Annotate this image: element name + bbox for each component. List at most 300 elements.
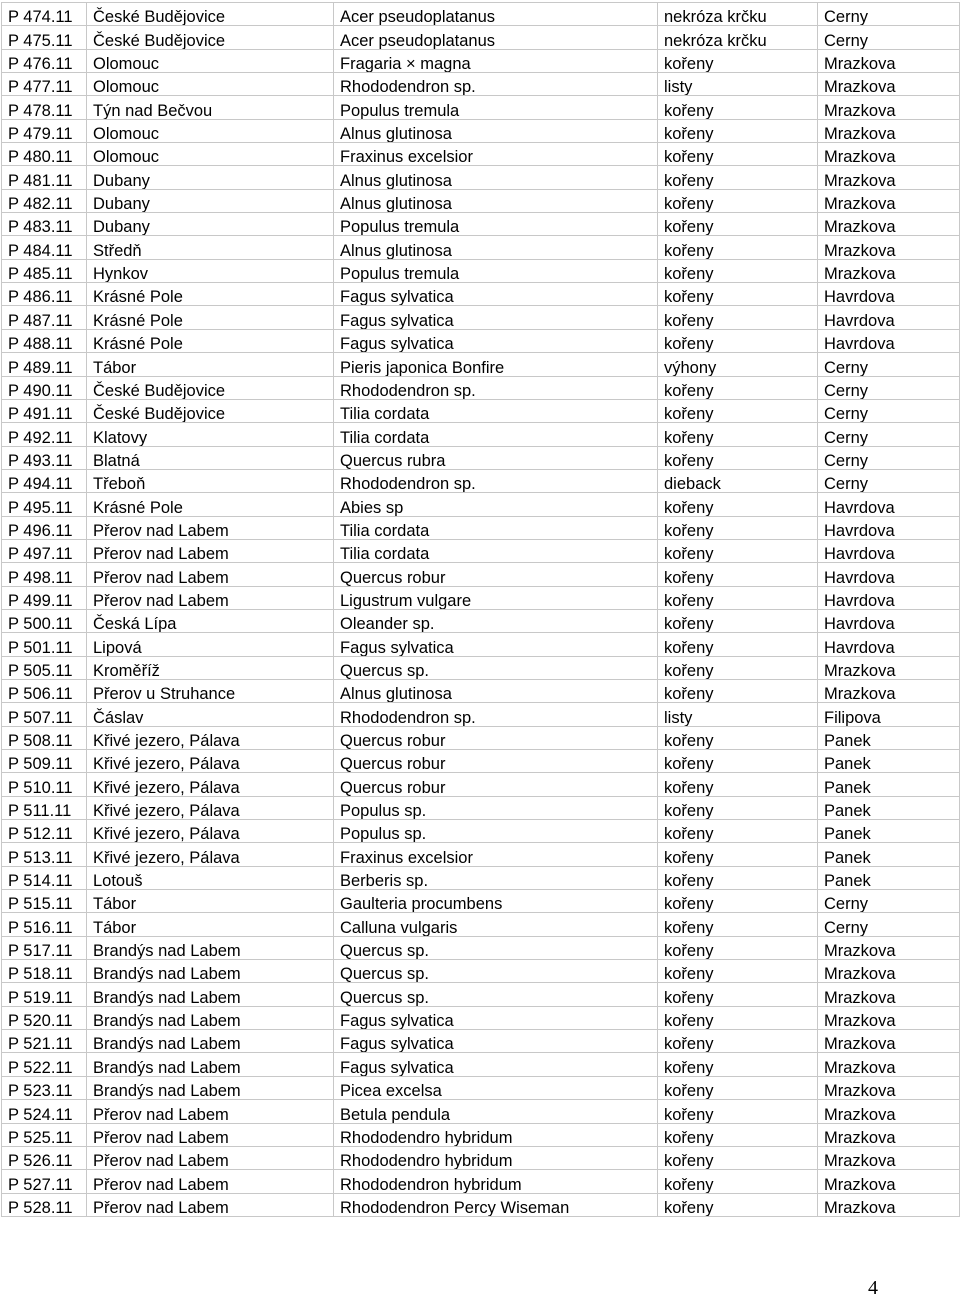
symptom-cell: kořeny [658,1193,818,1216]
symptom-cell: kořeny [658,586,818,609]
location-cell: Křivé jezero, Pálava [87,750,334,773]
location-cell: Přerov nad Labem [87,539,334,562]
symptom-cell: kořeny [658,1030,818,1053]
table-row [2,796,960,819]
location-cell: Čáslav [87,703,334,726]
location-cell: Přerov nad Labem [87,1123,334,1146]
symptom-cell: kořeny [658,446,818,469]
sample-id-cell: P 519.11 [2,983,87,1006]
symptom-cell: kořeny [658,1146,818,1169]
analyst-cell: Panek [818,866,960,889]
table-row [2,750,960,773]
host-plant-cell: Alnus glutinosa [334,236,658,259]
analyst-cell: Mrazkova [818,213,960,236]
symptom-cell: kořeny [658,820,818,843]
symptom-cell: kořeny [658,1006,818,1029]
analyst-cell: Mrazkova [818,1100,960,1123]
location-cell: Dubany [87,166,334,189]
sample-id-cell: P 527.11 [2,1170,87,1193]
symptom-cell: listy [658,73,818,96]
analyst-cell: Havrdova [818,586,960,609]
sample-id-cell: P 491.11 [2,399,87,422]
location-cell: Kroměříž [87,656,334,679]
sample-id-cell: P 521.11 [2,1030,87,1053]
analyst-cell: Cerny [818,3,960,26]
symptom-cell: kořeny [658,726,818,749]
host-plant-cell: Acer pseudoplatanus [334,26,658,49]
symptom-cell: nekróza krčku [658,26,818,49]
sample-id-cell: P 508.11 [2,726,87,749]
location-cell: Olomouc [87,143,334,166]
host-plant-cell: Quercus sp. [334,656,658,679]
symptom-cell: kořeny [658,773,818,796]
host-plant-cell: Fagus sylvatica [334,283,658,306]
host-plant-cell: Rhododendron sp. [334,469,658,492]
host-plant-cell: Alnus glutinosa [334,189,658,212]
analyst-cell: Havrdova [818,516,960,539]
sample-id-cell: P 488.11 [2,329,87,352]
table-row [2,563,960,586]
host-plant-cell: Betula pendula [334,1100,658,1123]
location-cell: Přerov nad Labem [87,563,334,586]
analyst-cell: Panek [818,843,960,866]
symptom-cell: kořeny [658,399,818,422]
location-cell: Přerov nad Labem [87,1146,334,1169]
table-row [2,143,960,166]
sample-id-cell: P 526.11 [2,1146,87,1169]
analyst-cell: Cerny [818,469,960,492]
symptom-cell: kořeny [658,1053,818,1076]
location-cell: České Budějovice [87,399,334,422]
analyst-cell: Havrdova [818,563,960,586]
analyst-cell: Cerny [818,376,960,399]
table-row [2,306,960,329]
table-row [2,936,960,959]
host-plant-cell: Tilia cordata [334,539,658,562]
location-cell: Středň [87,236,334,259]
table-row [2,166,960,189]
location-cell: Krásné Pole [87,306,334,329]
location-cell: České Budějovice [87,376,334,399]
location-cell: Krásné Pole [87,329,334,352]
table-row [2,609,960,632]
analyst-cell: Cerny [818,399,960,422]
host-plant-cell: Alnus glutinosa [334,166,658,189]
location-cell: Klatovy [87,423,334,446]
symptom-cell: kořeny [658,236,818,259]
samples-table [1,2,960,1217]
symptom-cell: kořeny [658,843,818,866]
symptom-cell: kořeny [658,960,818,983]
table-row [2,73,960,96]
table-row [2,726,960,749]
host-plant-cell: Quercus robur [334,773,658,796]
analyst-cell: Cerny [818,353,960,376]
analyst-cell: Panek [818,820,960,843]
location-cell: Olomouc [87,49,334,72]
symptom-cell: kořeny [658,329,818,352]
host-plant-cell: Quercus sp. [334,936,658,959]
location-cell: Přerov nad Labem [87,516,334,539]
host-plant-cell: Fraxinus excelsior [334,843,658,866]
location-cell: Brandýs nad Labem [87,1006,334,1029]
table-row [2,283,960,306]
analyst-cell: Mrazkova [818,1123,960,1146]
analyst-cell: Mrazkova [818,1030,960,1053]
location-cell: Brandýs nad Labem [87,1053,334,1076]
location-cell: Křivé jezero, Pálava [87,820,334,843]
symptom-cell: kořeny [658,376,818,399]
table-row [2,353,960,376]
sample-id-cell: P 475.11 [2,26,87,49]
symptom-cell: kořeny [658,633,818,656]
symptom-cell: kořeny [658,493,818,516]
analyst-cell: Panek [818,796,960,819]
analyst-cell: Mrazkova [818,49,960,72]
symptom-cell: dieback [658,469,818,492]
host-plant-cell: Rhododendro hybridum [334,1146,658,1169]
sample-id-cell: P 479.11 [2,119,87,142]
host-plant-cell: Quercus robur [334,750,658,773]
location-cell: Brandýs nad Labem [87,1030,334,1053]
analyst-cell: Mrazkova [818,1006,960,1029]
sample-id-cell: P 495.11 [2,493,87,516]
analyst-cell: Cerny [818,890,960,913]
host-plant-cell: Fagus sylvatica [334,633,658,656]
symptom-cell: kořeny [658,516,818,539]
analyst-cell: Mrazkova [818,983,960,1006]
table-row [2,1146,960,1169]
analyst-cell: Havrdova [818,306,960,329]
location-cell: Přerov nad Labem [87,1193,334,1216]
host-plant-cell: Rhododendron Percy Wiseman [334,1193,658,1216]
table-row [2,633,960,656]
sample-id-cell: P 481.11 [2,166,87,189]
location-cell: Olomouc [87,73,334,96]
host-plant-cell: Tilia cordata [334,423,658,446]
symptom-cell: kořeny [658,750,818,773]
symptom-cell: kořeny [658,119,818,142]
sample-id-cell: P 477.11 [2,73,87,96]
sample-id-cell: P 486.11 [2,283,87,306]
sample-id-cell: P 524.11 [2,1100,87,1123]
location-cell: Hynkov [87,259,334,282]
location-cell: Blatná [87,446,334,469]
sample-id-cell: P 520.11 [2,1006,87,1029]
analyst-cell: Mrazkova [818,1193,960,1216]
table-row [2,656,960,679]
location-cell: Tábor [87,890,334,913]
analyst-cell: Mrazkova [818,143,960,166]
location-cell: Krásné Pole [87,493,334,516]
symptom-cell: kořeny [658,609,818,632]
sample-id-cell: P 499.11 [2,586,87,609]
host-plant-cell: Gaulteria procumbens [334,890,658,913]
host-plant-cell: Quercus robur [334,726,658,749]
sample-id-cell: P 480.11 [2,143,87,166]
sample-id-cell: P 493.11 [2,446,87,469]
sample-id-cell: P 515.11 [2,890,87,913]
symptom-cell: kořeny [658,679,818,702]
location-cell: Krásné Pole [87,283,334,306]
host-plant-cell: Rhododendron sp. [334,703,658,726]
sample-id-cell: P 498.11 [2,563,87,586]
symptom-cell: kořeny [658,1076,818,1099]
host-plant-cell: Rhododendro hybridum [334,1123,658,1146]
sample-id-cell: P 506.11 [2,679,87,702]
location-cell: Brandýs nad Labem [87,1076,334,1099]
host-plant-cell: Fraxinus excelsior [334,143,658,166]
symptom-cell: výhony [658,353,818,376]
table-row [2,423,960,446]
table-row [2,539,960,562]
analyst-cell: Mrazkova [818,166,960,189]
table-row [2,446,960,469]
analyst-cell: Havrdova [818,283,960,306]
table-row [2,586,960,609]
host-plant-cell: Berberis sp. [334,866,658,889]
table-row [2,516,960,539]
table-row [2,1006,960,1029]
symptom-cell: kořeny [658,890,818,913]
table-row [2,773,960,796]
sample-id-cell: P 514.11 [2,866,87,889]
table-row [2,376,960,399]
host-plant-cell: Fagus sylvatica [334,329,658,352]
host-plant-cell: Populus sp. [334,796,658,819]
host-plant-cell: Fagus sylvatica [334,306,658,329]
symptom-cell: nekróza krčku [658,3,818,26]
symptom-cell: kořeny [658,983,818,1006]
symptom-cell: kořeny [658,166,818,189]
host-plant-cell: Quercus sp. [334,983,658,1006]
host-plant-cell: Calluna vulgaris [334,913,658,936]
table-row [2,1076,960,1099]
table-row [2,26,960,49]
analyst-cell: Mrazkova [818,1053,960,1076]
host-plant-cell: Acer pseudoplatanus [334,3,658,26]
sample-id-cell: P 474.11 [2,3,87,26]
table-row [2,1100,960,1123]
location-cell: Tábor [87,913,334,936]
analyst-cell: Mrazkova [818,1170,960,1193]
table-row [2,960,960,983]
sample-id-cell: P 517.11 [2,936,87,959]
sample-id-cell: P 505.11 [2,656,87,679]
table-row [2,96,960,119]
symptom-cell: kořeny [658,539,818,562]
table-row [2,1030,960,1053]
sample-id-cell: P 482.11 [2,189,87,212]
analyst-cell: Mrazkova [818,679,960,702]
table-row [2,820,960,843]
analyst-cell: Panek [818,750,960,773]
sample-id-cell: P 485.11 [2,259,87,282]
symptom-cell: kořeny [658,306,818,329]
host-plant-cell: Pieris japonica Bonfire [334,353,658,376]
host-plant-cell: Populus tremula [334,96,658,119]
symptom-cell: kořeny [658,259,818,282]
sample-id-cell: P 476.11 [2,49,87,72]
location-cell: Brandýs nad Labem [87,983,334,1006]
host-plant-cell: Alnus glutinosa [334,679,658,702]
location-cell: Křivé jezero, Pálava [87,726,334,749]
sample-id-cell: P 487.11 [2,306,87,329]
location-cell: Přerov nad Labem [87,586,334,609]
sample-id-cell: P 484.11 [2,236,87,259]
sample-id-cell: P 507.11 [2,703,87,726]
table-row [2,679,960,702]
sample-id-cell: P 511.11 [2,796,87,819]
analyst-cell: Havrdova [818,609,960,632]
host-plant-cell: Oleander sp. [334,609,658,632]
symptom-cell: kořeny [658,796,818,819]
analyst-cell: Havrdova [818,539,960,562]
symptom-cell: kořeny [658,189,818,212]
sample-id-cell: P 492.11 [2,423,87,446]
table-row [2,213,960,236]
symptom-cell: kořeny [658,1123,818,1146]
location-cell: Křivé jezero, Pálava [87,843,334,866]
sample-id-cell: P 518.11 [2,960,87,983]
symptom-cell: kořeny [658,423,818,446]
host-plant-cell: Populus sp. [334,820,658,843]
analyst-cell: Havrdova [818,329,960,352]
sample-id-cell: P 512.11 [2,820,87,843]
sample-id-cell: P 483.11 [2,213,87,236]
host-plant-cell: Fagus sylvatica [334,1030,658,1053]
analyst-cell: Mrazkova [818,73,960,96]
analyst-cell: Mrazkova [818,259,960,282]
table-row [2,1053,960,1076]
analyst-cell: Cerny [818,913,960,936]
location-cell: Dubany [87,189,334,212]
host-plant-cell: Rhododendron hybridum [334,1170,658,1193]
analyst-cell: Mrazkova [818,119,960,142]
symptom-cell: kořeny [658,936,818,959]
sample-id-cell: P 501.11 [2,633,87,656]
sample-id-cell: P 510.11 [2,773,87,796]
analyst-cell: Cerny [818,26,960,49]
location-cell: Týn nad Bečvou [87,96,334,119]
samples-table-body [2,3,960,1217]
host-plant-cell: Tilia cordata [334,399,658,422]
analyst-cell: Mrazkova [818,936,960,959]
analyst-cell: Havrdova [818,493,960,516]
symptom-cell: kořeny [658,49,818,72]
location-cell: Česká Lípa [87,609,334,632]
table-row [2,469,960,492]
sample-id-cell: P 490.11 [2,376,87,399]
table-row [2,3,960,26]
symptom-cell: kořeny [658,563,818,586]
table-row [2,259,960,282]
location-cell: Tábor [87,353,334,376]
location-cell: České Budějovice [87,3,334,26]
host-plant-cell: Fagus sylvatica [334,1006,658,1029]
location-cell: Přerov nad Labem [87,1170,334,1193]
location-cell: Dubany [87,213,334,236]
location-cell: Přerov u Struhance [87,679,334,702]
host-plant-cell: Quercus sp. [334,960,658,983]
host-plant-cell: Fagus sylvatica [334,1053,658,1076]
sample-id-cell: P 522.11 [2,1053,87,1076]
location-cell: Třeboň [87,469,334,492]
table-row [2,49,960,72]
host-plant-cell: Fragaria × magna [334,49,658,72]
table-row [2,189,960,212]
host-plant-cell: Quercus rubra [334,446,658,469]
table-row [2,913,960,936]
location-cell: Lipová [87,633,334,656]
sample-id-cell: P 497.11 [2,539,87,562]
location-cell: Brandýs nad Labem [87,936,334,959]
analyst-cell: Mrazkova [818,236,960,259]
symptom-cell: kořeny [658,96,818,119]
table-row [2,1123,960,1146]
table-row [2,983,960,1006]
location-cell: Olomouc [87,119,334,142]
host-plant-cell: Populus tremula [334,213,658,236]
analyst-cell: Filipova [818,703,960,726]
symptom-cell: kořeny [658,913,818,936]
sample-id-cell: P 528.11 [2,1193,87,1216]
table-row [2,399,960,422]
sample-id-cell: P 500.11 [2,609,87,632]
host-plant-cell: Abies sp [334,493,658,516]
location-cell: Křivé jezero, Pálava [87,796,334,819]
analyst-cell: Mrazkova [818,1146,960,1169]
table-row [2,119,960,142]
host-plant-cell: Tilia cordata [334,516,658,539]
host-plant-cell: Populus tremula [334,259,658,282]
symptom-cell: kořeny [658,283,818,306]
location-cell: Přerov nad Labem [87,1100,334,1123]
host-plant-cell: Picea excelsa [334,1076,658,1099]
sample-id-cell: P 513.11 [2,843,87,866]
analyst-cell: Havrdova [818,633,960,656]
table-row [2,890,960,913]
table-row [2,1193,960,1216]
symptom-cell: kořeny [658,656,818,679]
analyst-cell: Cerny [818,423,960,446]
sample-id-cell: P 509.11 [2,750,87,773]
table-row [2,329,960,352]
symptom-cell: kořeny [658,143,818,166]
host-plant-cell: Rhododendron sp. [334,73,658,96]
table-row [2,236,960,259]
table-row [2,703,960,726]
host-plant-cell: Ligustrum vulgare [334,586,658,609]
host-plant-cell: Quercus robur [334,563,658,586]
host-plant-cell: Rhododendron sp. [334,376,658,399]
analyst-cell: Mrazkova [818,96,960,119]
table-row [2,1170,960,1193]
sample-id-cell: P 516.11 [2,913,87,936]
analyst-cell: Cerny [818,446,960,469]
symptom-cell: kořeny [658,866,818,889]
analyst-cell: Mrazkova [818,1076,960,1099]
location-cell: Brandýs nad Labem [87,960,334,983]
symptom-cell: listy [658,703,818,726]
analyst-cell: Mrazkova [818,656,960,679]
sample-id-cell: P 478.11 [2,96,87,119]
sample-id-cell: P 489.11 [2,353,87,376]
page-number: 4 [868,1277,878,1299]
sample-id-cell: P 496.11 [2,516,87,539]
sample-id-cell: P 494.11 [2,469,87,492]
sample-id-cell: P 523.11 [2,1076,87,1099]
